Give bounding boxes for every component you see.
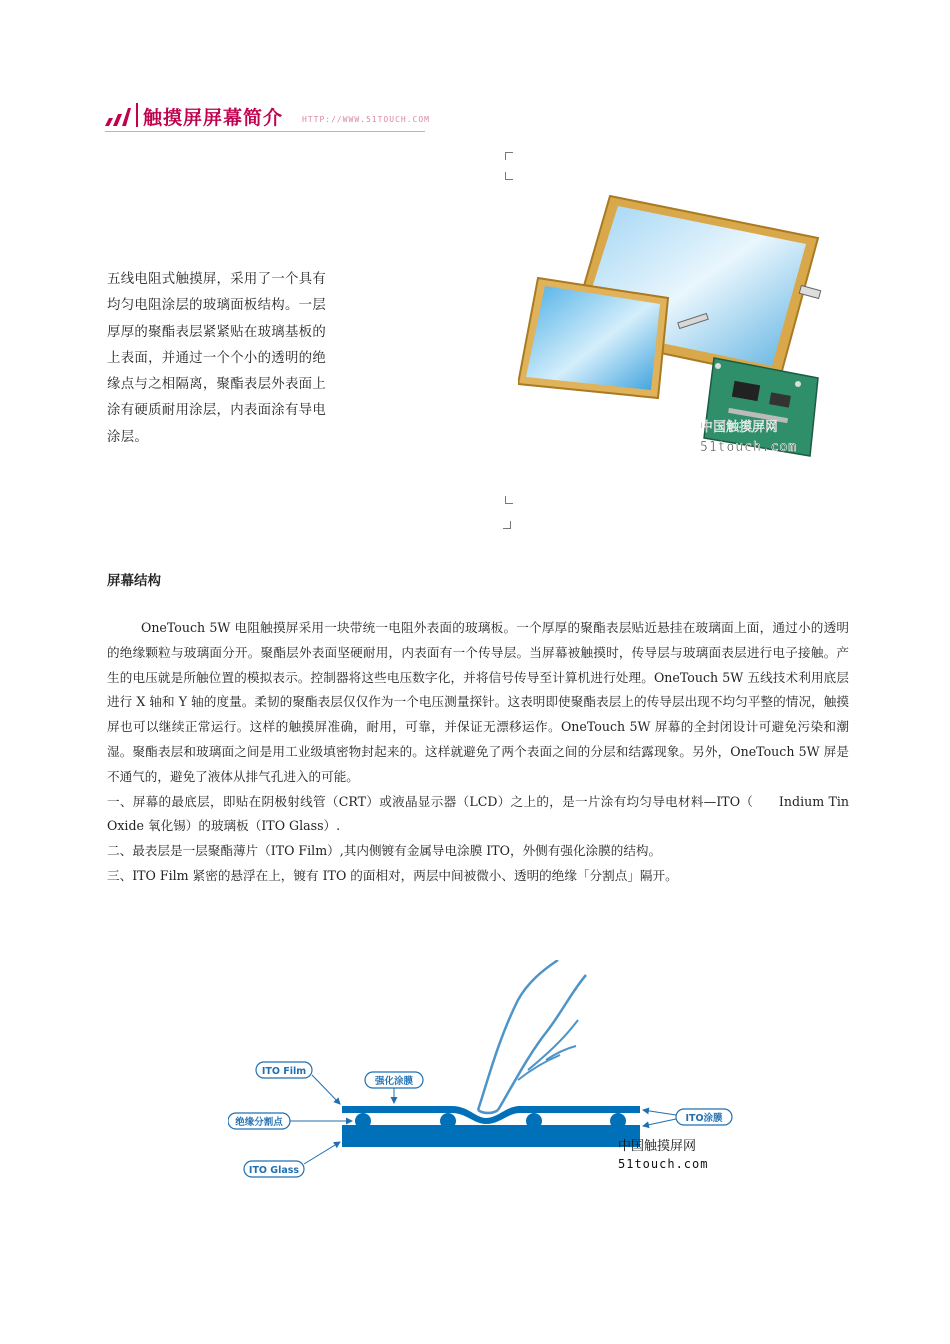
diagram-watermark: 51touch.com <box>618 1157 709 1171</box>
page-title: 触摸屏屏幕简介 <box>143 107 284 129</box>
header-rule <box>105 131 425 132</box>
section-heading: 屏幕结构 <box>107 573 161 589</box>
finger-icon <box>478 960 586 1113</box>
diagram-watermark: 中国触摸屏网 <box>618 1139 697 1154</box>
photo-watermark: 中国触摸屏网 <box>700 420 779 435</box>
crop-mark <box>505 172 513 180</box>
ito-glass-layer <box>342 1125 640 1147</box>
svg-text:绝缘分割点: 绝缘分割点 <box>235 1117 283 1128</box>
list-item: 一、屏幕的最底层，即贴在阴极射线管（CRT）或液晶显示器（LCD）之上的，是一片涂有均匀导电材料—ITO（ Indium Tin Oxide 氧化锡）的玻璃板（ITO Glass）. <box>107 793 849 834</box>
label-ito-coat <box>643 1109 732 1126</box>
ito-film-layer <box>342 1106 640 1124</box>
photo-watermark: 51touch.com <box>700 440 798 455</box>
touchscreen-structure-diagram <box>228 960 748 1195</box>
label-hard-coat <box>365 1072 423 1103</box>
intro-paragraph: 五线电阻式触摸屏，采用了一个具有均匀电阻涂层的玻璃面板结构。一层厚厚的聚酯表层紧紧贴在玻璃基板的上表面，并通过一个个小的透明的绝缘点与之相隔离，聚酯表层外表面上涂有硬质耐用涂层，内表面涂有导电涂层。 <box>107 272 327 445</box>
page-header <box>105 100 430 130</box>
label-insulating-dots <box>228 1113 352 1129</box>
body-paragraph: OneTouch 5W 电阻触摸屏采用一块带统一电阻外表面的玻璃板。一个厚厚的聚酯表层贴近悬挂在玻璃面上面，通过小的透明的绝缘颗粒与玻璃面分开。聚酯层外表面坚硬耐用，内表面有一个传导层。当屏幕被触摸时，传导层与玻璃面表层进行电子接触。产生的电压就是所触位置的模拟表示。控制器将这些电压数字化，并将信号传导至计算机进行处理。OneTouch 5W 五线技术利用底层进行 X 轴和 Y 轴的度量。柔韧的聚酯表层仅仅作为一个电压测量探针。这表明即使聚酯表层上的传导层出现不均匀平整的情况，触摸屏也可以继续正常运行。这样的触摸屏准确，耐用，可靠，并保证无漂移运作。OneTouch 5W 屏幕的全封闭设计可避免污染和潮湿。聚酯表层和玻璃面之间是用工业级填密物封起来的。这样就避免了两个表面之间的分层和结露现象。另外，OneTouch 5W 屏是不通气的，避免了液体从排气孔进入的可能。 <box>107 620 849 784</box>
crop-mark <box>503 521 511 529</box>
label-ito-glass <box>244 1142 340 1177</box>
section-body <box>107 616 849 889</box>
brand-logo-icon <box>105 108 131 126</box>
list-item: 三、ITO Film 紧密的悬浮在上，镀有 ITO 的面相对，两层中间被微小、透明的绝缘「分割点」隔开。 <box>107 867 678 883</box>
site-url: HTTP://WWW.51TOUCH.COM <box>302 115 430 124</box>
crop-mark <box>505 496 513 504</box>
svg-text:ITO Glass: ITO Glass <box>248 1165 300 1176</box>
header-divider <box>136 103 138 127</box>
touchscreen-product-photo <box>518 188 838 460</box>
svg-text:ITO涂膜: ITO涂膜 <box>685 1113 723 1124</box>
list-item: 二、最表层是一层聚酯薄片（ITO Film）,其内侧镀有金属导电涂膜 ITO，外侧有强化涂膜的结构。 <box>107 843 662 859</box>
svg-text:强化涂膜: 强化涂膜 <box>374 1076 414 1087</box>
svg-text:ITO Film: ITO Film <box>261 1066 307 1077</box>
crop-mark <box>505 152 513 160</box>
label-ito-film <box>256 1062 340 1104</box>
